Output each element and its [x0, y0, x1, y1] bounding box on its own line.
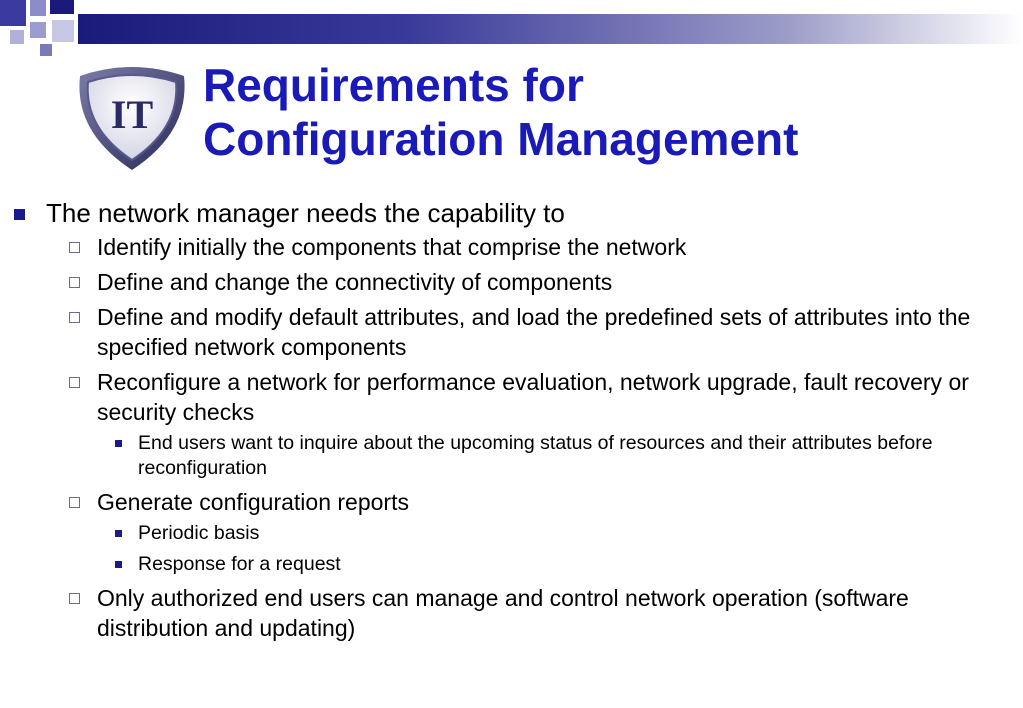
sub-bullet-text: Reconfigure a network for performance evaluation, network upgrade, fault recovery or security checks	[97, 369, 969, 425]
sub-sub-bullet-list	[97, 521, 1017, 577]
sub-bullet-list	[46, 232, 1012, 643]
logo-text: IT	[110, 92, 154, 137]
slide-title	[203, 58, 798, 166]
decor-square	[40, 44, 52, 56]
sub-bullet-item: Define and change the connectivity of components	[56, 267, 1017, 297]
sub-sub-bullet-list	[97, 431, 1017, 481]
sub-bullet-item	[56, 367, 1017, 481]
decor-square	[52, 20, 74, 42]
sub-bullet-item: Only authorized end users can manage and control network operation (software distribution and updating)	[56, 583, 1017, 643]
decor-square	[30, 0, 46, 16]
decor-square	[30, 22, 46, 38]
sub-sub-bullet-item: End users want to inquire about the upcoming status of resources and their attributes before reconfiguration	[97, 431, 968, 481]
sub-sub-bullet-item: Response for a request	[97, 552, 968, 577]
it-shield-logo-icon	[72, 62, 192, 174]
sub-bullet-item	[56, 487, 1017, 577]
bullet-list	[12, 196, 1012, 648]
main-bullet-text: The network manager needs the capability to	[46, 198, 565, 228]
header-gradient-bar	[78, 14, 1023, 44]
title-line-1: Requirements for	[203, 59, 584, 111]
sub-bullet-item: Identify initially the components that comprise the network	[56, 232, 1017, 262]
sub-bullet-item: Define and modify default attributes, and load the predefined sets of attributes into the specified network components	[56, 302, 1017, 362]
main-bullet	[12, 196, 1012, 643]
decor-square	[50, 0, 74, 14]
title-line-2: Configuration Management	[203, 113, 799, 165]
sub-sub-bullet-item: Periodic basis	[97, 521, 968, 546]
sub-bullet-text: Generate configuration reports	[97, 489, 409, 515]
decor-square	[0, 0, 26, 26]
decor-square	[10, 30, 24, 44]
